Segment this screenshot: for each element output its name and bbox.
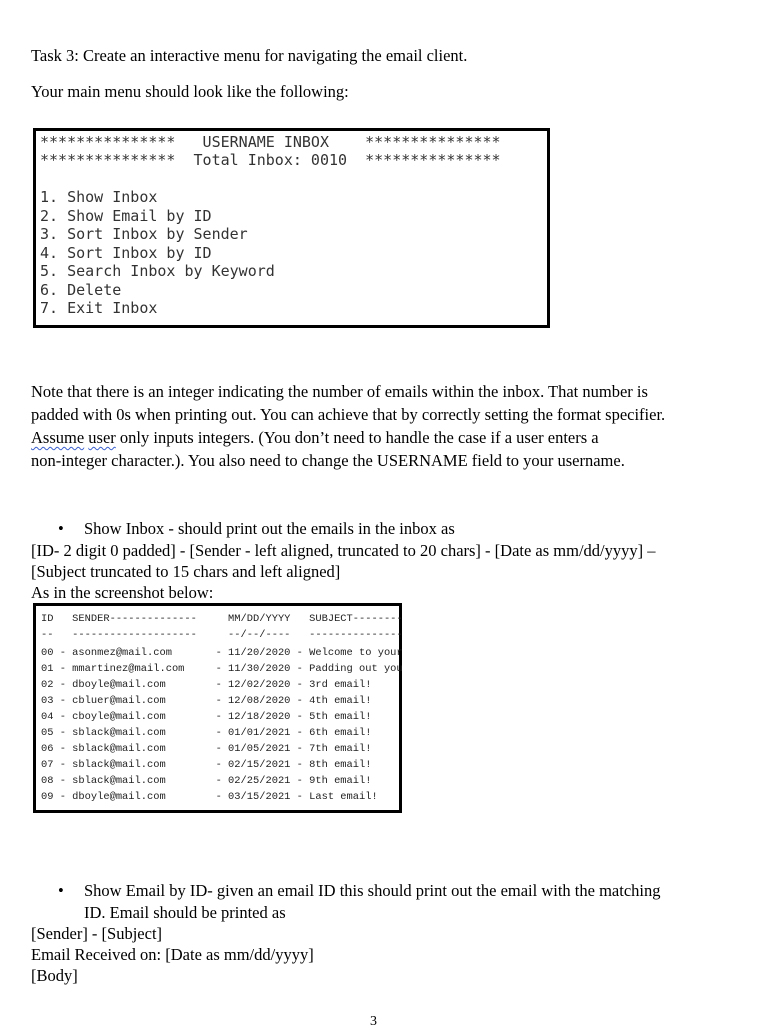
bullet-dot: • [58, 881, 64, 900]
menu-screenshot [33, 128, 550, 328]
inbox-row: 08 - sblack@mail.com - 02/25/2021 - 9th email! [41, 775, 372, 787]
show-email-format-1: [Sender] - [Subject] [31, 924, 163, 943]
page-number: 3 [370, 1014, 377, 1029]
menu-item: 6. Delete [40, 280, 122, 299]
inbox-header-dashes: -- -------------------- --/--/---- --------------- [41, 629, 403, 641]
show-email-format-3: [Body] [31, 966, 78, 985]
note-line: Note that there is an integer indicating the number of emails within the inbox. That number is [31, 382, 648, 401]
note-line: non-integer character.). You also need to change the USERNAME field to your username. [31, 451, 625, 470]
intro-text: Your main menu should look like the following: [31, 82, 349, 101]
menu-header-line1: *************** USERNAME INBOX *************** [40, 133, 501, 151]
inbox-row: 09 - dboyle@mail.com - 03/15/2021 - Last email! [41, 791, 378, 803]
show-inbox-caption: As in the screenshot below: [31, 583, 214, 602]
bullet-dot: • [58, 519, 64, 538]
inbox-row: 03 - cbluer@mail.com - 12/08/2020 - 4th email! [41, 695, 372, 707]
show-email-bullet-line1: Show Email by ID- given an email ID this should print out the email with the matching [84, 881, 661, 900]
note-word-assume: Assume [31, 428, 85, 447]
inbox-row: 05 - sblack@mail.com - 01/01/2021 - 6th email! [41, 727, 372, 739]
menu-item: 5. Search Inbox by Keyword [40, 262, 275, 280]
menu-item: 4. Sort Inbox by ID [40, 243, 212, 262]
note-line [31, 426, 723, 449]
menu-item: 2. Show Email by ID [40, 206, 212, 225]
inbox-screenshot [33, 603, 402, 813]
inbox-row: 00 - asonmez@mail.com - 11/20/2020 - Welcome to your [41, 647, 403, 659]
menu-item: 7. Exit Inbox [40, 299, 158, 317]
menu-item: 3. Sort Inbox by Sender [40, 225, 248, 243]
inbox-row: 04 - cboyle@mail.com - 12/18/2020 - 5th email! [41, 711, 372, 723]
inbox-row: 01 - mmartinez@mail.com - 11/30/2020 - Padding out you [41, 663, 403, 675]
inbox-row: 06 - sblack@mail.com - 01/05/2021 - 7th email! [41, 743, 372, 755]
note-line-rest: only inputs integers. (You don’t need to handle the case if a user enters a [115, 428, 599, 447]
show-inbox-bullet: Show Inbox - should print out the emails in the inbox as [84, 519, 455, 538]
show-email-format-2: Email Received on: [Date as mm/dd/yyyy] [31, 945, 314, 964]
note-paragraph [31, 380, 723, 472]
note-line: padded with 0s when printing out. You can achieve that by correctly setting the format specifier. [31, 405, 666, 424]
show-email-bullet-line2: ID. Email should be printed as [84, 903, 286, 922]
note-word-user: user [88, 428, 116, 447]
inbox-header: ID SENDER-------------- MM/DD/YYYY SUBJECT-------- [41, 613, 403, 625]
inbox-row: 07 - sblack@mail.com - 02/15/2021 - 8th email! [41, 759, 372, 771]
menu-item: 1. Show Inbox [40, 188, 158, 206]
menu-header-line2: *************** Total Inbox: 0010 *************** [40, 151, 501, 169]
show-inbox-subject: [Subject truncated to 15 chars and left aligned] [31, 562, 341, 581]
show-inbox-format: [ID- 2 digit 0 padded] - [Sender - left aligned, truncated to 20 chars] - [Date as mm/dd/yyyy] – [31, 541, 656, 560]
inbox-row: 02 - dboyle@mail.com - 12/02/2020 - 3rd email! [41, 679, 372, 691]
task-heading: Task 3: Create an interactive menu for navigating the email client. [31, 46, 468, 65]
